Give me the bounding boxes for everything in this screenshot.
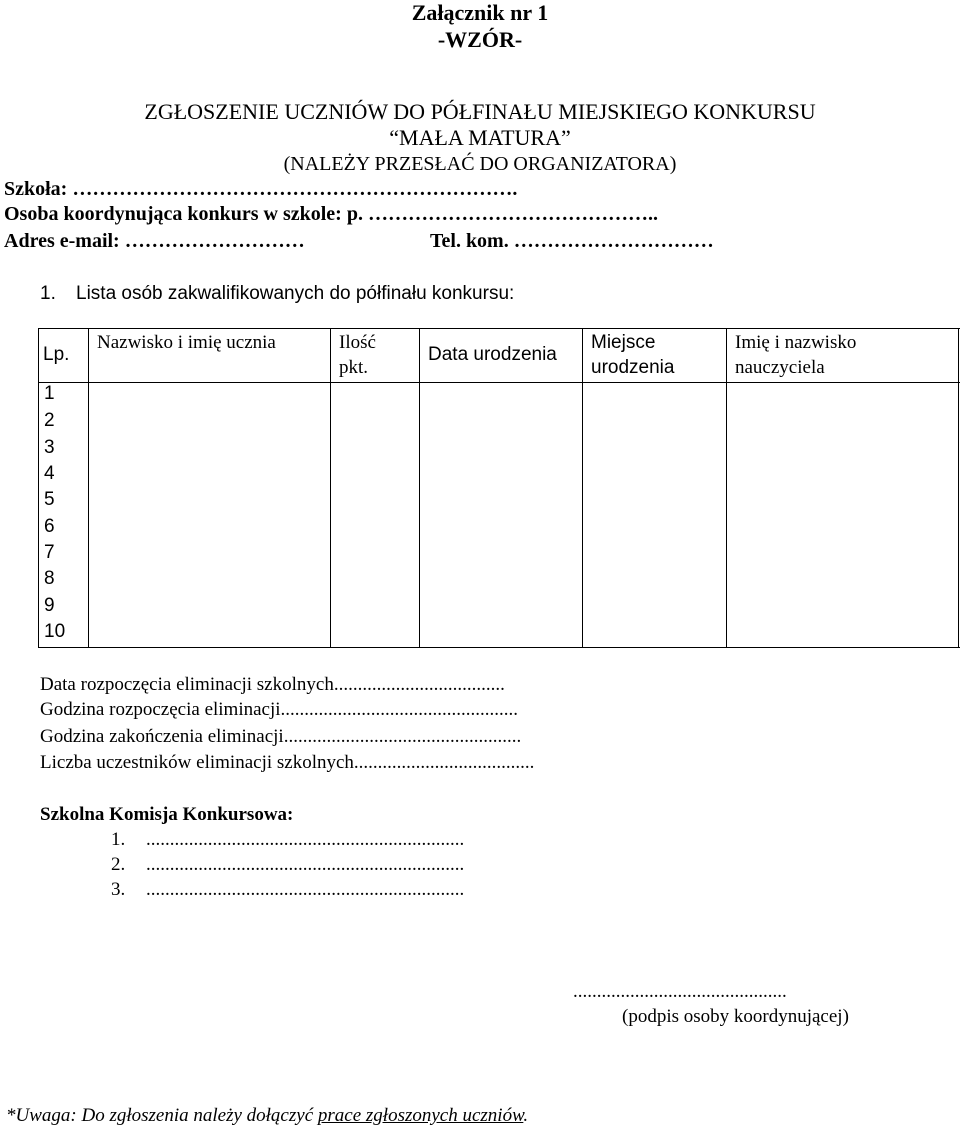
row-number: 5 (44, 489, 55, 510)
signature-caption: (podpis osoby koordynującej) (622, 1006, 849, 1027)
row-number: 7 (44, 542, 55, 563)
col-header-birthplace-2: urodzenia (591, 357, 675, 378)
commission-title: Szkolna Komisja Konkursowa: (40, 804, 294, 825)
row-number: 2 (44, 410, 55, 431)
form-subtitle: “MAŁA MATURA” (389, 125, 571, 150)
list-number: 1. (40, 283, 56, 304)
col-header-birthdate: Data urodzenia (428, 344, 557, 365)
commission-member-number: 3. (111, 879, 126, 900)
commission-member-number: 1. (111, 829, 126, 850)
note-prefix: *Uwaga: Do zgłoszenia należy dołączyć (6, 1105, 318, 1126)
row-number: 1 (44, 383, 55, 404)
commission-member-line: ................................................................... (146, 829, 465, 850)
signature-line: ............................................. (573, 981, 787, 1002)
col-header-birthplace-1: Miejsce (591, 332, 656, 353)
note-suffix: . (523, 1105, 529, 1126)
commission-member-number: 2. (111, 854, 126, 875)
coordinator-field: Osoba koordynująca konkurs w szkole: p. …………………………………….. (4, 203, 658, 225)
col-header-teacher-2: nauczyciela (735, 357, 825, 378)
email-field: Adres e-mail: ……………………… (4, 230, 305, 252)
row-number: 8 (44, 568, 55, 589)
row-number: 4 (44, 463, 55, 484)
start-time-field: Godzina rozpoczęcia eliminacji.................................................. (40, 699, 519, 720)
list-heading: Lista osób zakwalifikowanych do półfinału konkursu: (76, 283, 515, 304)
col-header-points-2: pkt. (339, 357, 369, 378)
col-header-teacher-1: Imię i nazwisko (735, 332, 857, 353)
commission-member-line: ................................................................... (146, 854, 465, 875)
form-title: ZGŁOSZENIE UCZNIÓW DO PÓŁFINAŁU MIEJSKIEGO KONKURSU (144, 99, 816, 124)
col-header-points-1: Ilość (339, 332, 376, 353)
form-instruction: (NALEŻY PRZESŁAĆ DO ORGANIZATORA) (283, 153, 677, 175)
end-time-field: Godzina zakończenia eliminacji.................................................. (40, 726, 522, 747)
row-number: 9 (44, 595, 55, 616)
row-number: 10 (44, 621, 66, 642)
template-label: -WZÓR- (437, 27, 523, 52)
phone-field: Tel. kom. ………………………… (430, 230, 714, 252)
row-number: 3 (44, 437, 55, 458)
start-date-field: Data rozpoczęcia eliminacji szkolnych.................................... (40, 674, 505, 695)
school-field: Szkoła: …………………………………………………………. (4, 178, 518, 200)
note-underlined: prace zgłoszonych uczniów (317, 1105, 524, 1126)
attachment-label: Załącznik nr 1 (411, 0, 549, 25)
row-number: 6 (44, 516, 55, 537)
col-header-lp: Lp. (43, 344, 70, 365)
commission-member-line: ................................................................... (146, 879, 465, 900)
col-header-name: Nazwisko i imię ucznia (97, 332, 276, 353)
participants-field: Liczba uczestników eliminacji szkolnych...................................... (40, 752, 535, 773)
note (6, 1104, 528, 1127)
